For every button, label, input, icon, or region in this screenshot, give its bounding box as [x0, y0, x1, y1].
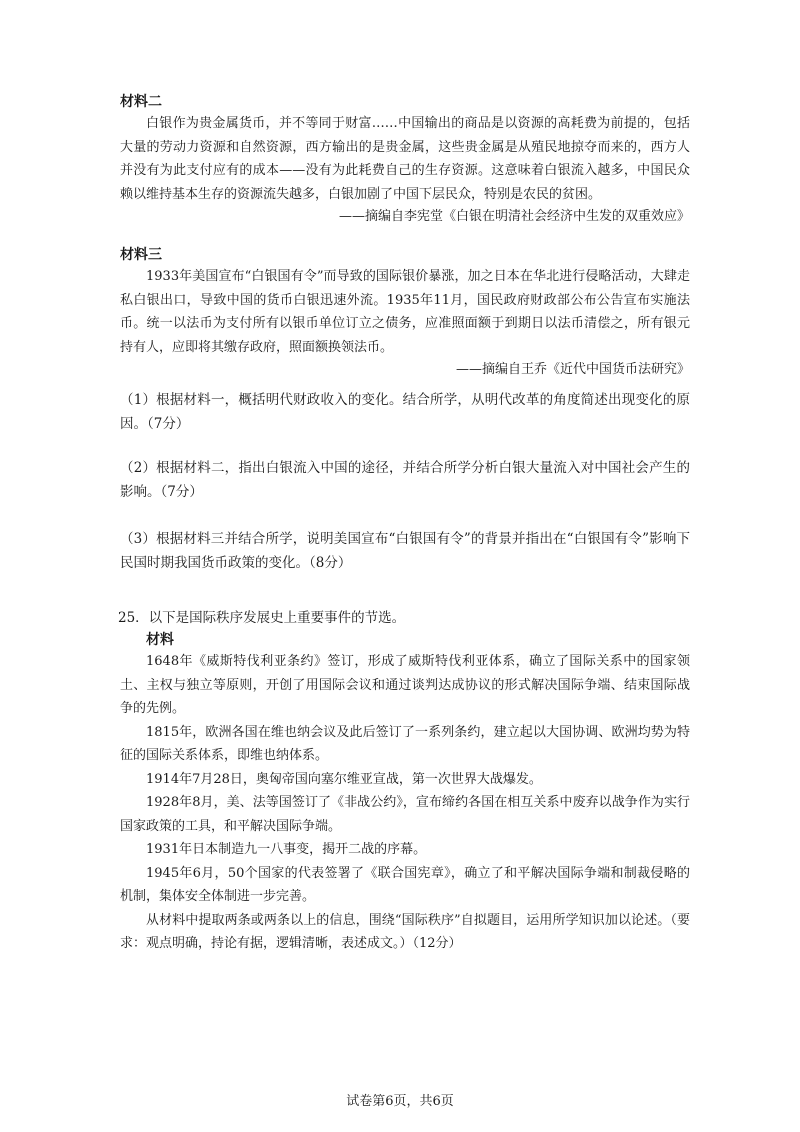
event-item: 1928年8月，美、法等国签订了《非战公约》，宣布缔约各国在相互关系中废弃以战争作为实行国家政策的工具，和平解决国际争端。: [120, 795, 690, 834]
question-25-title: 25．以下是国际秩序发展史上重要事件的节选。: [118, 610, 406, 626]
material-two-source: ——摘编自李宪堂《白银在明清社会经济中生发的双重效应》: [338, 209, 690, 224]
question-3-text: （3）根据材料三并结合所学，说明美国宣布“白银国有令”的背景并指出在“白银国有令”影响下民国时期我国货币政策的变化。（8分）: [120, 531, 690, 571]
event-item: 1914年7月28日，奥匈帝国向塞尔维亚宣战，第一次世界大战爆发。: [146, 771, 542, 787]
question-25-material-heading: 材料: [146, 632, 174, 648]
material-two-heading: 材料二: [120, 94, 162, 110]
material-two: [120, 92, 690, 228]
material-three-body: 1933年美国宣布“白银国有令”而导致的国际银价暴涨，加之日本在华北进行侵略活动，大肆走私白银出口，导致中国的货币白银迅速外流。1935年11月，国民政府财政部公布公告宣布实施法币。统一以法币为支付所有以银币单位订立之债务，应准照面额于到期日以法币清偿之，所有银元持有人，应即将其缴存政府，照面额换领法币。: [120, 269, 690, 355]
question-2-text: （2）根据材料二，指出白银流入中国的途径，并结合所学分析白银大量流入对中国社会产生的影响。（7分）: [120, 460, 690, 500]
question-25: [120, 606, 690, 956]
event-item: 1931年日本制造九一八事变，揭开二战的序幕。: [146, 842, 427, 857]
event-item: 1815年，欧洲各国在维也纳会议及此后签订了一系列条约，建立起以大国协调、欧洲均势为特征的国际关系体系，即维也纳体系。: [120, 724, 690, 763]
question-25-prompt: 从材料中提取两条或两条以上的信息，围绕“国际秩序”自拟题目，运用所学知识加以论述。（要求：观点明确，持论有据，逻辑清晰，表述成文。）（12分）: [120, 912, 690, 951]
material-three-heading: 材料三: [120, 247, 162, 263]
event-item: 1648年《威斯特伐利亚条约》签订，形成了威斯特伐利亚体系，确立了国际关系中的国家领土、主权与独立等原则，开创了用国际会议和通过谈判达成协议的形式解决国际争端、结束国际战争的先例。: [120, 654, 690, 716]
question-3: [120, 527, 690, 575]
question-2: [120, 456, 690, 504]
material-two-body: 白银作为贵金属货币，并不等同于财富……中国输出的商品是以资源的高耗费为前提的，包括大量的劳动力资源和自然资源，西方输出的是贵金属，这些贵金属是从殖民地掠夺而来的，西方人并没有为此支付应有的成本——没有为此耗费自己的生存资源。这意味着白银流入越多，中国民众赖以维持基本生存的资源流失越多，白银加剧了中国下层民众，特别是农民的贫困。: [120, 116, 690, 202]
event-item: 1945年6月，50个国家的代表签署了《联合国宪章》，确立了和平解决国际争端和制裁侵略的机制，集体安全体制进一步完善。: [120, 865, 690, 904]
question-1: [120, 388, 690, 436]
page-footer: 试卷第6页，共6页: [346, 1094, 454, 1109]
material-three-source: ——摘编自王乔《近代中国货币法研究》: [455, 362, 690, 377]
question-1-text: （1）根据材料一，概括明代财政收入的变化。结合所学，从明代改革的角度简述出现变化的原因。（7分）: [120, 392, 690, 432]
material-three: [120, 245, 690, 381]
